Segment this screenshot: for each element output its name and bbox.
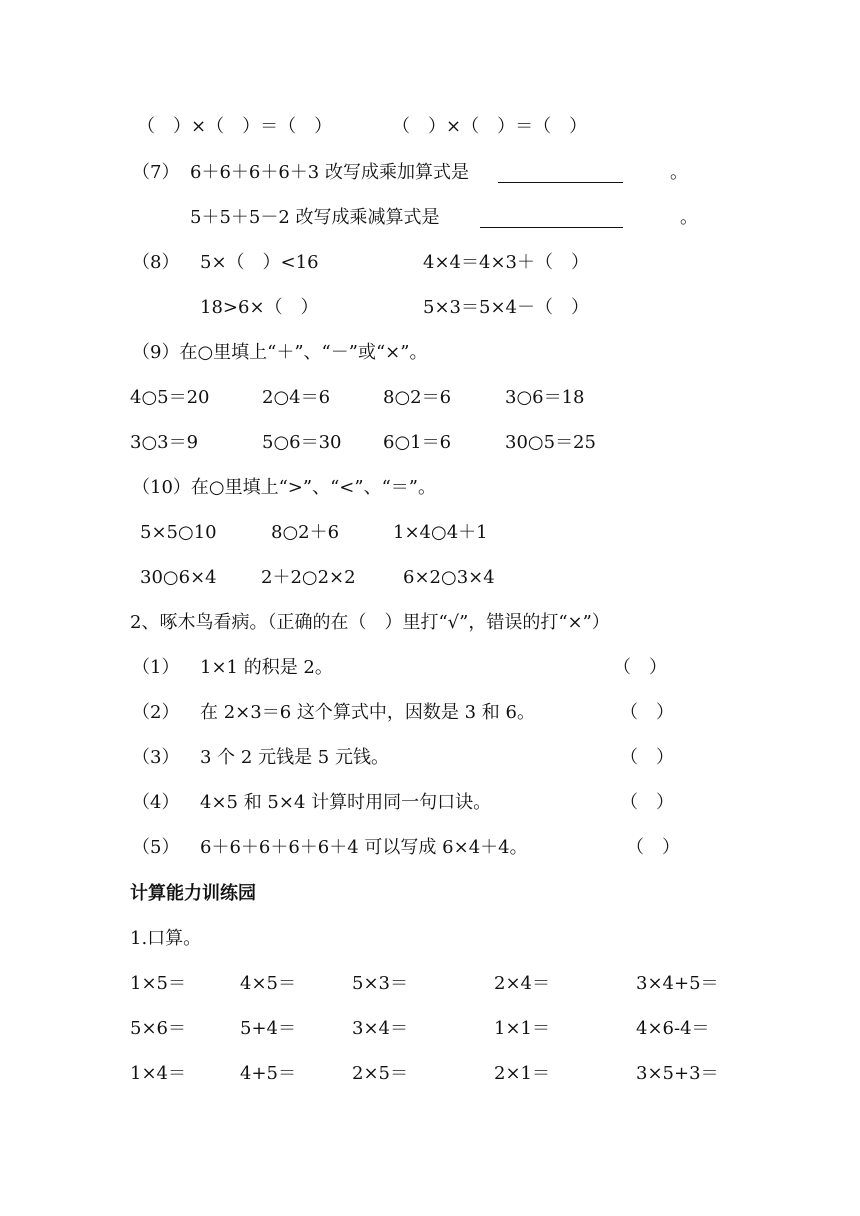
- q10-r2-c2: 2＋2○2×2: [261, 567, 356, 588]
- calc-r1-c5: 3×4+5＝: [636, 973, 719, 994]
- s2-item2-paren[interactable]: （ ）: [620, 702, 674, 723]
- q10-r1-c1: 5×5○10: [140, 522, 217, 543]
- s2-item1-text: 1×1 的积是 2。: [200, 657, 333, 678]
- q8-a: 5×（ ）<16: [200, 252, 319, 273]
- q9-r1-c2: 2○4＝6: [262, 387, 331, 408]
- section3-heading: 计算能力训练园: [130, 883, 256, 904]
- calc-r3-c3: 2×5＝: [352, 1063, 408, 1084]
- s2-item5-number: （5）: [132, 837, 180, 858]
- calc-r2-c2: 5+4＝: [240, 1018, 296, 1039]
- calc-r1-c4: 2×4＝: [494, 973, 550, 994]
- s2-item2-number: （2）: [132, 702, 180, 723]
- q8-c: 18>6×（ ）: [200, 297, 319, 318]
- calc-r2-c5: 4×6-4＝: [636, 1018, 710, 1039]
- q9-r2-c4: 30○5＝25: [505, 432, 596, 453]
- calc-r1-c3: 5×3＝: [352, 973, 408, 994]
- q7-answer-line-1[interactable]: [498, 182, 623, 183]
- q10-r1-c3: 1×4○4＋1: [393, 522, 488, 543]
- s2-item5-paren[interactable]: （ ）: [626, 837, 680, 858]
- s2-item1-number: （1）: [132, 657, 180, 678]
- q8-number: （8）: [132, 252, 180, 273]
- s2-item4-number: （4）: [132, 792, 180, 813]
- q9-r1-c4: 3○6＝18: [505, 387, 585, 408]
- q7-answer-line-2[interactable]: [480, 227, 623, 228]
- q7-line2-end: 。: [680, 207, 698, 228]
- q9-r2-c3: 6○1＝6: [383, 432, 452, 453]
- section3-subheading: 1.口算。: [130, 928, 202, 949]
- s2-item3-paren[interactable]: （ ）: [620, 747, 674, 768]
- s2-item4-paren[interactable]: （ ）: [620, 792, 674, 813]
- calc-r2-c1: 5×6＝: [130, 1018, 186, 1039]
- q7-line1-end: 。: [670, 162, 688, 183]
- q9-title: （9）在○里填上“＋”、“－”或“×”。: [132, 342, 428, 363]
- s2-item4-text: 4×5 和 5×4 计算时用同一句口诀。: [200, 792, 492, 813]
- q10-r2-c1: 30○6×4: [140, 567, 217, 588]
- q7-line1: 6＋6＋6＋6＋3 改写成乘加算式是: [190, 162, 469, 183]
- q10-r2-c3: 6×2○3×4: [403, 567, 495, 588]
- q9-r1-c1: 4○5＝20: [130, 387, 210, 408]
- calc-r2-c3: 3×4＝: [352, 1018, 408, 1039]
- s2-item3-text: 3 个 2 元钱是 5 元钱。: [200, 747, 389, 768]
- q7-line2: 5＋5＋5－2 改写成乘减算式是: [190, 207, 440, 228]
- q7-number: （7）: [132, 162, 180, 183]
- calc-r1-c1: 1×5＝: [130, 973, 186, 994]
- calc-r3-c4: 2×1＝: [494, 1063, 550, 1084]
- calc-r2-c4: 1×1＝: [494, 1018, 550, 1039]
- q10-title: （10）在○里填上“>”、“<”、“＝”。: [132, 477, 436, 498]
- q8-d: 5×3＝5×4－（ ）: [423, 297, 589, 318]
- calc-r1-c2: 4×5＝: [240, 973, 296, 994]
- calc-r3-c2: 4+5＝: [240, 1063, 296, 1084]
- s2-item3-number: （3）: [132, 747, 180, 768]
- s2-item2-text: 在 2×3＝6 这个算式中，因数是 3 和 6。: [200, 702, 535, 723]
- q6-left: （ ）×（ ）＝（ ）: [137, 116, 333, 137]
- q9-r1-c3: 8○2＝6: [383, 387, 452, 408]
- q10-r1-c2: 8○2＋6: [271, 522, 340, 543]
- q6-right: （ ）×（ ）＝（ ）: [392, 116, 588, 137]
- section2-title: 2、啄木鸟看病。（正确的在（ ）里打“√”，错误的打“×”）: [130, 612, 610, 633]
- calc-r3-c1: 1×4＝: [130, 1063, 186, 1084]
- q8-b: 4×4＝4×3＋（ ）: [423, 252, 589, 273]
- s2-item1-paren[interactable]: （ ）: [613, 657, 667, 678]
- s2-item5-text: 6＋6＋6＋6＋6＋4 可以写成 6×4＋4。: [200, 837, 528, 858]
- calc-r3-c5: 3×5+3＝: [636, 1063, 719, 1084]
- q9-r2-c2: 5○6＝30: [262, 432, 342, 453]
- q9-r2-c1: 3○3＝9: [130, 432, 199, 453]
